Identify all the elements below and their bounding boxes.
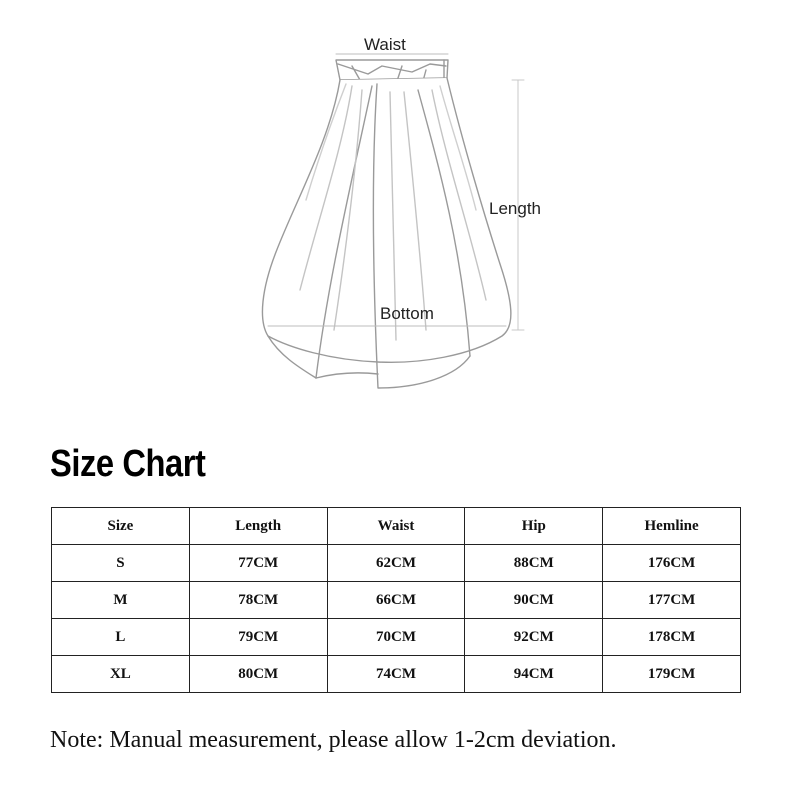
size-chart-table — [51, 507, 741, 693]
table-cell: 92CM — [465, 619, 603, 656]
table-row — [52, 619, 741, 656]
table-cell: 79CM — [189, 619, 327, 656]
table-cell: 74CM — [327, 656, 465, 693]
table-cell: 88CM — [465, 545, 603, 582]
table-cell: 66CM — [327, 582, 465, 619]
header-waist: Waist — [327, 508, 465, 545]
table-cell: 94CM — [465, 656, 603, 693]
header-length: Length — [189, 508, 327, 545]
table-cell: 177CM — [603, 582, 741, 619]
waist-label: Waist — [364, 35, 406, 54]
table-cell: 179CM — [603, 656, 741, 693]
table-cell: M — [52, 582, 190, 619]
header-hip: Hip — [465, 508, 603, 545]
bottom-label: Bottom — [380, 304, 434, 323]
table-row — [52, 656, 741, 693]
table-cell: 78CM — [189, 582, 327, 619]
table-cell: 80CM — [189, 656, 327, 693]
table-cell: 77CM — [189, 545, 327, 582]
length-label: Length — [489, 199, 541, 218]
table-cell: 70CM — [327, 619, 465, 656]
table-header-row — [52, 508, 741, 545]
skirt-sketch — [262, 54, 524, 388]
table-cell: 62CM — [327, 545, 465, 582]
table-cell: S — [52, 545, 190, 582]
table-cell: 176CM — [603, 545, 741, 582]
header-hemline: Hemline — [603, 508, 741, 545]
header-size: Size — [52, 508, 190, 545]
table-cell: XL — [52, 656, 190, 693]
measurement-note: Note: Manual measurement, please allow 1-2cm deviation. — [50, 727, 617, 753]
table-cell: 178CM — [603, 619, 741, 656]
table-row — [52, 582, 741, 619]
table-cell: L — [52, 619, 190, 656]
table-cell: 90CM — [465, 582, 603, 619]
table-row — [52, 545, 741, 582]
size-chart-title: Size Chart — [50, 443, 206, 485]
